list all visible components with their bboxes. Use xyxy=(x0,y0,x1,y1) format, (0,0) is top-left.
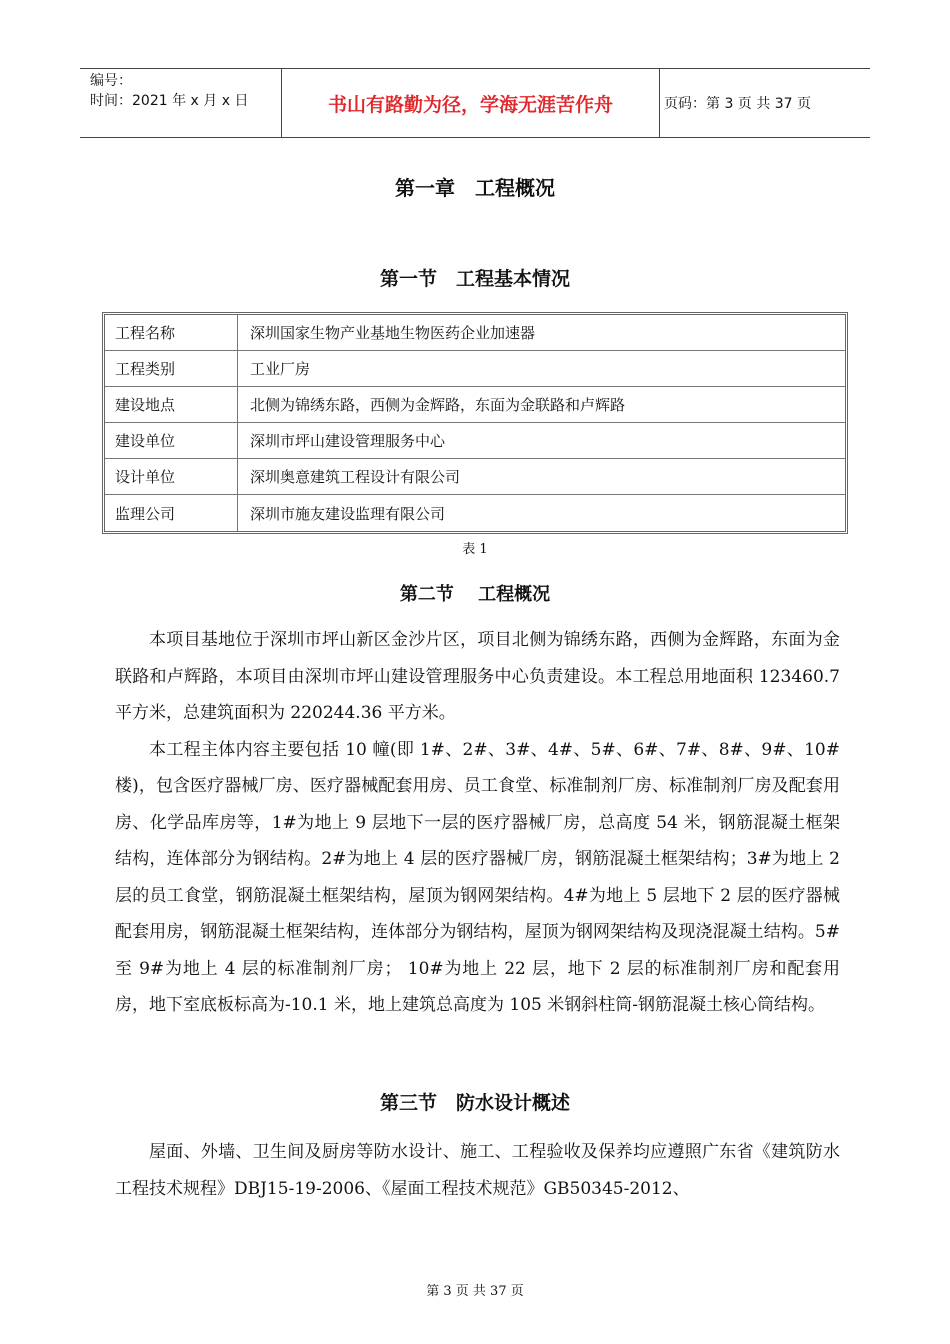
chapter-title: 第一章 工程概况 xyxy=(395,176,555,200)
table-label: 工程名称 xyxy=(105,315,238,350)
table-value: 北侧为锦绣东路，西侧为金辉路，东面为金联路和卢辉路 xyxy=(250,396,626,414)
header-number: 编号： xyxy=(90,73,132,89)
page-header xyxy=(80,68,870,138)
section1-title: 第一节 工程基本情况 xyxy=(379,268,570,290)
table-value: 深圳市施友建设监理有限公司 xyxy=(250,504,446,523)
section2-body xyxy=(115,622,840,1024)
header-meta xyxy=(90,71,280,111)
table-caption: 表 1 xyxy=(462,542,488,557)
table-row xyxy=(105,351,845,387)
table-row xyxy=(105,423,845,459)
table-label: 建设单位 xyxy=(105,423,238,458)
table-row xyxy=(105,495,845,531)
table-value: 深圳国家生物产业基地生物医药企业加速器 xyxy=(250,324,536,342)
table-label: 工程类别 xyxy=(105,351,238,386)
paragraph: 本项目基地位于深圳市坪山新区金沙片区，项目北侧为锦绣东路，西侧为金辉路，东面为金联路和卢辉路，本项目由深圳市坪山建设管理服务中心负责建设。本工程总用地面积 123460.7 平方米，总建筑面积为 220244.36 平方米。 xyxy=(115,630,840,723)
table-value: 深圳市坪山建设管理服务中心 xyxy=(250,432,446,450)
project-info-table xyxy=(102,312,848,534)
header-page-info: 页码：第 3 页 共 37 页 xyxy=(664,96,811,112)
table-label: 设计单位 xyxy=(105,459,238,494)
header-motto: 书山有路勤为径，学海无涯苦作舟 xyxy=(281,69,660,137)
section3-title: 第三节 防水设计概述 xyxy=(379,1092,570,1114)
page-footer: 第 3 页 共 37 页 xyxy=(426,1284,524,1299)
table-value: 工业厂房 xyxy=(250,360,311,378)
table-label: 建设地点 xyxy=(105,387,238,422)
paragraph: 屋面、外墙、卫生间及厨房等防水设计、施工、工程验收及保养均应遵照广东省《建筑防水工程技术规程》DBJ15-19-2006、《屋面工程技术规范》GB50345-2012、 xyxy=(115,1142,840,1199)
table-row xyxy=(105,459,845,495)
paragraph: 本工程主体内容主要包括 10 幢(即 1#、2#、3#、4#、5#、6#、7#、8#、9#、10#楼)，包含医疗器械厂房、医疗器械配套用房、员工食堂、标准制剂厂房、标准制剂厂房及配套用房、化学品库房等，1#为地上 9 层地下一层的医疗器械厂房，总高度 54 米，钢筋混凝土框架结构，连体部分为钢结构。2#为地上 4 层的医疗器械厂房，钢筋混凝土框架结构；3#为地上 2 层的员工食堂，钢筋混凝土框架结构，屋顶为钢网架结构。4#为地上 5 层地下 2 层的医疗器械配套用房，钢筋混凝土框架结构，连体部分为钢结构，屋顶为钢网架结构及现浇混凝土结构。5#至 9#为地上 4 层的标准制剂厂房； 10#为地上 22 层，地下 2 层的标准制剂厂房和配套用房，地下室底板标高为-10.1 米，地上建筑总高度为 105 米钢斜柱筒-钢筋混凝土核心筒结构。 xyxy=(115,739,840,1015)
header-time: 时间：2021 年 x 月 x 日 xyxy=(90,93,249,109)
table-row xyxy=(105,387,845,423)
section2-title: 第二节 工程概况 xyxy=(399,584,551,605)
section3-body xyxy=(115,1134,840,1207)
table-value: 深圳奥意建筑工程设计有限公司 xyxy=(250,468,461,486)
table-row xyxy=(105,315,845,351)
table-label: 监理公司 xyxy=(105,495,238,531)
